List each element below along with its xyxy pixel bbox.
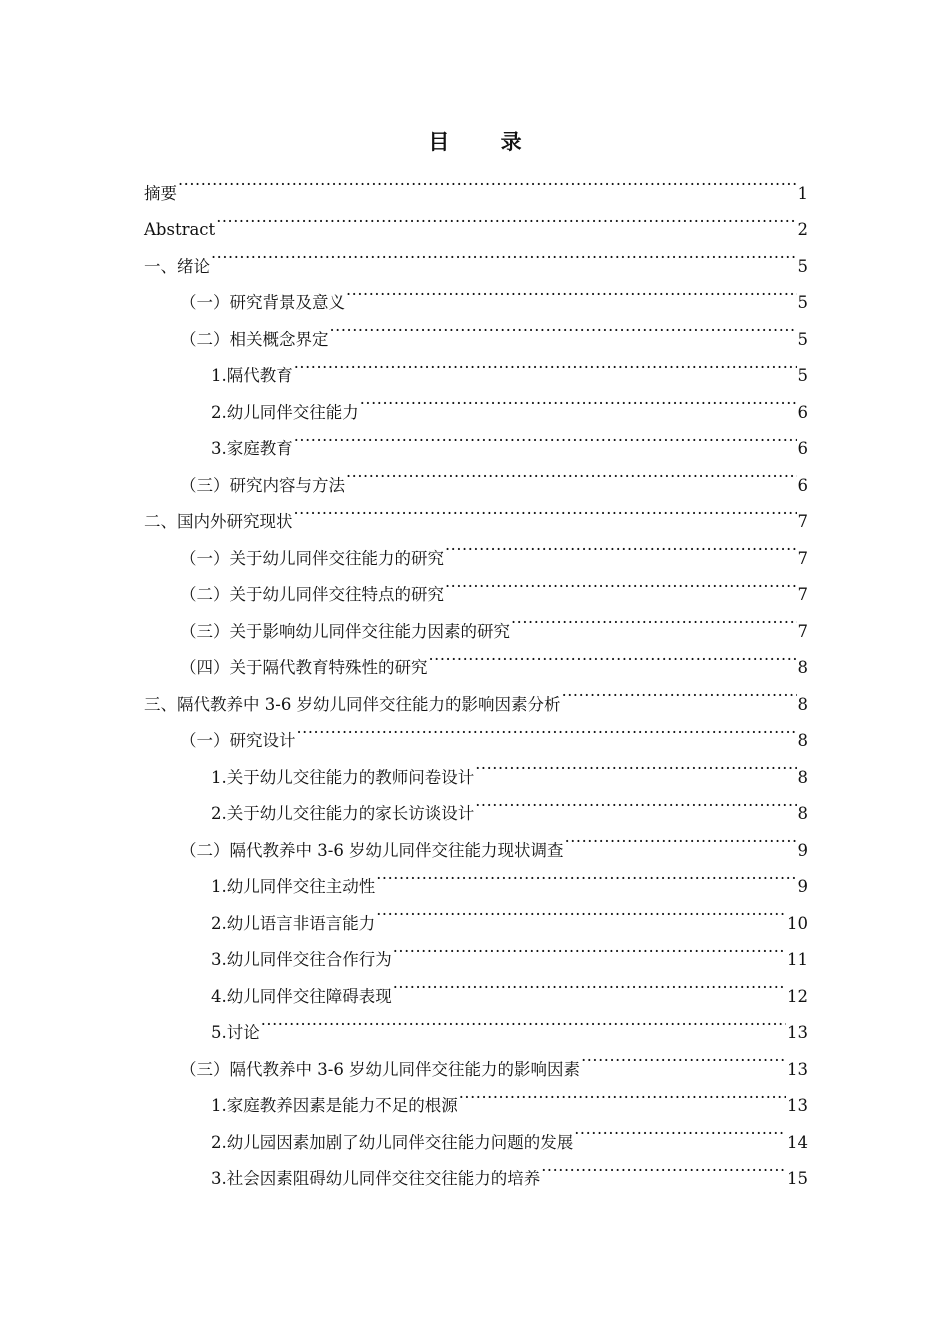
toc-entry-page-number: 11 (787, 950, 808, 969)
toc-entry-label: （三）隔代教养中 3-6 岁幼儿同伴交往能力的影响因素 (180, 1059, 581, 1079)
toc-entry-label: 2.幼儿同伴交往能力 (211, 402, 359, 422)
toc-entry-page-number: 15 (787, 1169, 808, 1188)
toc-entry-label: （二）相关概念界定 (180, 329, 329, 349)
toc-entry-page-number: 8 (797, 804, 808, 823)
toc-entry-page-number: 5 (797, 256, 808, 276)
toc-entry-label: 二、国内外研究现状 (144, 512, 293, 531)
toc-entry[interactable] (144, 162, 808, 203)
toc-entry-page-number: 10 (787, 913, 808, 933)
toc-dot-leader (581, 1038, 786, 1075)
toc-dot-leader (562, 673, 797, 710)
toc-entry-label: 1.幼儿同伴交往主动性 (211, 877, 376, 896)
toc-entry-page-number: 8 (797, 731, 808, 750)
toc-dot-leader (475, 783, 796, 820)
toc-dot-leader (475, 746, 796, 783)
toc-entry-label: 1.关于幼儿交往能力的教师问卷设计 (211, 767, 475, 787)
toc-dot-leader (429, 637, 797, 674)
toc-dot-leader (211, 235, 797, 272)
toc-entry-label: 3.幼儿同伴交往合作行为 (211, 950, 392, 969)
toc-entry-page-number: 9 (797, 877, 808, 896)
toc-entry-page-number: 6 (797, 475, 808, 495)
toc-entry-label: （一）研究设计 (180, 731, 296, 750)
toc-entry-page-number: 5 (797, 329, 808, 349)
toc-entry-label: （二）关于幼儿同伴交往特点的研究 (180, 585, 444, 604)
toc-entry-page-number: 13 (787, 1059, 808, 1079)
toc-entry[interactable] (144, 235, 808, 276)
toc-title: 目 录 (428, 129, 544, 154)
toc-entry-label: （一）研究背景及意义 (180, 293, 345, 312)
toc-entry[interactable] (144, 272, 808, 312)
toc-entry-page-number: 7 (797, 621, 808, 641)
toc-entry-label: 2.幼儿语言非语言能力 (211, 913, 376, 933)
toc-entry-page-number: 9 (797, 840, 808, 860)
toc-dot-leader (541, 1148, 786, 1185)
toc-dot-leader (360, 381, 797, 418)
toc-dot-leader (346, 272, 797, 309)
toc-list (144, 162, 808, 1188)
toc-dot-leader (445, 527, 797, 564)
toc-entry-page-number: 8 (797, 767, 808, 787)
toc-entry-page-number: 12 (787, 986, 808, 1006)
toc-dot-leader (346, 454, 797, 491)
toc-entry-page-number: 6 (797, 439, 808, 458)
toc-entry-label: （一）关于幼儿同伴交往能力的研究 (180, 548, 444, 568)
toc-entry-label: （四）关于隔代教育特殊性的研究 (180, 658, 428, 677)
toc-entry-label: 一、绪论 (144, 256, 210, 276)
toc-entry-page-number: 14 (787, 1132, 808, 1152)
toc-dot-leader (565, 819, 797, 856)
toc-entry-label: Abstract (144, 220, 216, 239)
toc-entry-label: （三）关于影响幼儿同伴交往能力因素的研究 (180, 621, 510, 641)
toc-dot-leader (216, 199, 796, 236)
toc-entry-label: （三）研究内容与方法 (180, 475, 345, 495)
toc-entry-page-number: 8 (797, 658, 808, 677)
toc-dot-leader (178, 162, 797, 199)
toc-entry-label: 3.社会因素阻碍幼儿同伴交往交往能力的培养 (211, 1169, 541, 1188)
toc-entry-page-number: 7 (797, 512, 808, 531)
toc-entry-page-number: 13 (787, 1096, 808, 1115)
toc-dot-leader (393, 929, 786, 966)
toc-entry-page-number: 7 (797, 548, 808, 568)
toc-entry-label: 三、隔代教养中 3-6 岁幼儿同伴交往能力的影响因素分析 (144, 694, 561, 714)
toc-dot-leader (297, 710, 797, 747)
toc-entry-label: 摘要 (144, 183, 177, 203)
toc-entry[interactable] (144, 199, 808, 239)
toc-dot-leader (376, 892, 786, 929)
toc-dot-leader (445, 564, 797, 601)
toc-dot-leader (294, 418, 797, 455)
toc-entry-label: 5.讨论 (211, 1023, 260, 1042)
toc-entry-page-number: 5 (797, 293, 808, 312)
toc-entry-label: 2.幼儿园因素加剧了幼儿同伴交往能力问题的发展 (211, 1132, 574, 1152)
toc-entry-label: 4.幼儿同伴交往障碍表现 (211, 986, 392, 1006)
toc-dot-leader (330, 308, 797, 345)
toc-dot-leader (294, 491, 797, 528)
toc-entry-page-number: 2 (797, 220, 808, 239)
toc-entry-label: （二）隔代教养中 3-6 岁幼儿同伴交往能力现状调查 (180, 840, 564, 860)
toc-entry-page-number: 5 (797, 366, 808, 385)
toc-dot-leader (393, 965, 786, 1002)
toc-dot-leader (376, 856, 796, 893)
toc-dot-leader (574, 1111, 786, 1148)
toc-entry-label: 3.家庭教育 (211, 439, 293, 458)
toc-dot-leader (511, 600, 797, 637)
toc-dot-leader (294, 345, 797, 382)
toc-entry-page-number: 8 (797, 694, 808, 714)
toc-entry-label: 1.隔代教育 (211, 366, 293, 385)
toc-entry-page-number: 6 (797, 402, 808, 422)
toc-dot-leader (261, 1002, 786, 1039)
toc-entry-label: 2.关于幼儿交往能力的家长访谈设计 (211, 804, 475, 823)
toc-dot-leader (459, 1075, 786, 1112)
toc-entry-label: 1.家庭教养因素是能力不足的根源 (211, 1096, 458, 1115)
toc-entry-page-number: 1 (797, 183, 808, 203)
toc-entry-page-number: 13 (787, 1023, 808, 1042)
toc-entry-page-number: 7 (797, 585, 808, 604)
